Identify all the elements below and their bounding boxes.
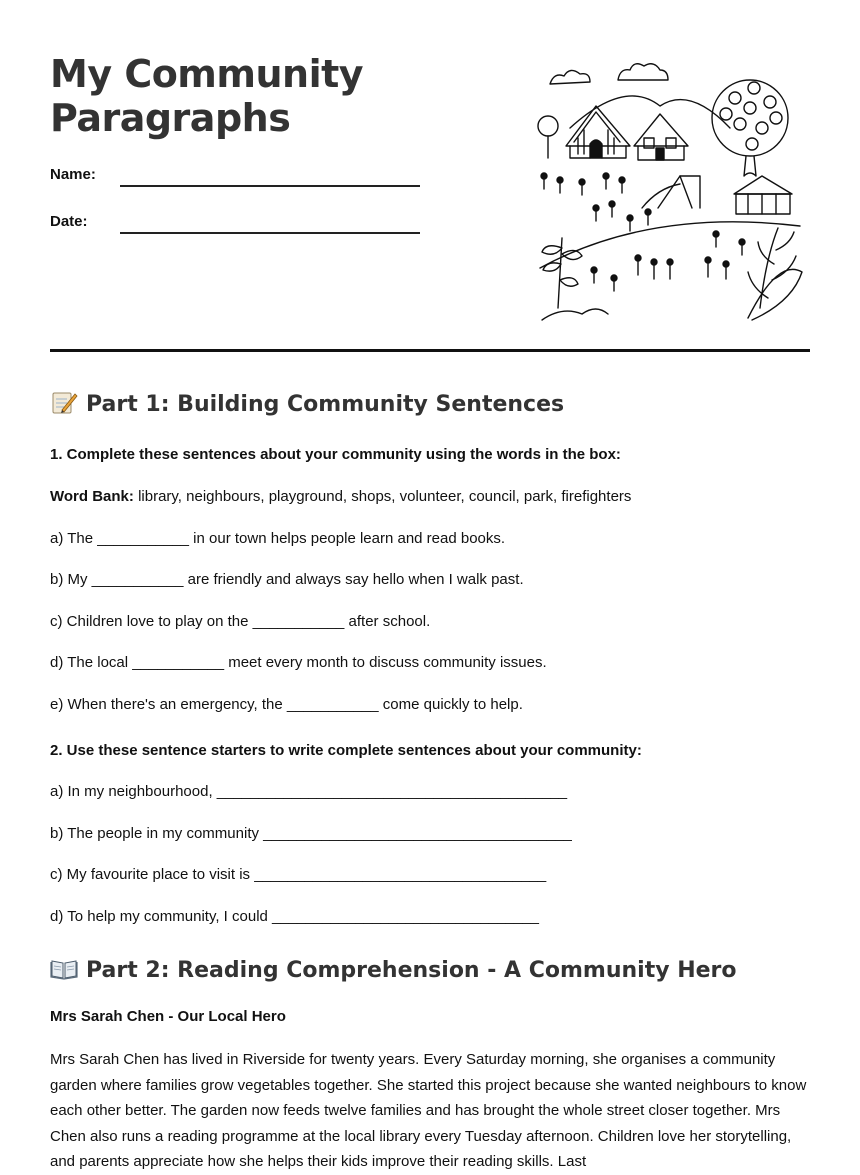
memo-icon [50, 390, 78, 414]
q2-item-b: b) The people in my community _____________________________________ [50, 825, 572, 842]
community-scene-illustration [530, 58, 810, 326]
part2-heading [50, 956, 737, 985]
open-book-icon [50, 956, 78, 980]
name-label: Name: [50, 166, 96, 183]
date-write-line[interactable] [120, 232, 420, 234]
part1-heading-text: Part 1: Building Community Sentences [86, 392, 565, 417]
page-title [50, 52, 363, 140]
name-write-line[interactable] [120, 185, 420, 187]
story-paragraph: Mrs Sarah Chen has lived in Riverside for twenty years. Every Saturday morning, she organises a community garden where families grow vegetables together. She started this project because she wanted neighbours to know each other better. The garden now feeds twelve families and has brought the whole street closer together. Mrs Chen also runs a reading programme at the local library every Tuesday afternoon. Children love her storytelling, and parents appreciate how she helps their kids improve their reading skills. Last [50, 1051, 807, 1170]
question-2: 2. Use these sentence starters to write complete sentences about your community: [50, 742, 642, 759]
header-divider [50, 349, 810, 352]
word-bank [50, 487, 631, 507]
q2-item-d: d) To help my community, I could ________________________________ [50, 908, 539, 925]
date-field[interactable] [50, 212, 430, 242]
word-bank-label: Word Bank: [50, 488, 134, 505]
title-line-1: My Community [50, 52, 364, 96]
q1-item-e: e) When there's an emergency, the ___________ come quickly to help. [50, 696, 523, 713]
date-label: Date: [50, 213, 88, 230]
story-title: Mrs Sarah Chen - Our Local Hero [50, 1008, 286, 1025]
word-bank-words: library, neighbours, playground, shops, volunteer, council, park, firefighters [138, 488, 632, 505]
question-1: 1. Complete these sentences about your community using the words in the box: [50, 446, 621, 463]
q1-item-a: a) The ___________ in our town helps people learn and read books. [50, 530, 506, 547]
name-field[interactable] [50, 165, 430, 195]
q2-item-a: a) In my neighbourhood, __________________________________________ [50, 783, 568, 800]
q1-item-d: d) The local ___________ meet every month to discuss community issues. [50, 654, 547, 671]
q1-item-b: b) My ___________ are friendly and always say hello when I walk past. [50, 571, 524, 588]
q1-item-c: c) Children love to play on the ___________ after school. [50, 613, 431, 630]
title-line-2: Paragraphs [50, 96, 291, 140]
q2-item-c: c) My favourite place to visit is ___________________________________ [50, 866, 547, 883]
part2-heading-text: Part 2: Reading Comprehension - A Community Hero [86, 958, 737, 983]
part1-heading [50, 390, 564, 419]
